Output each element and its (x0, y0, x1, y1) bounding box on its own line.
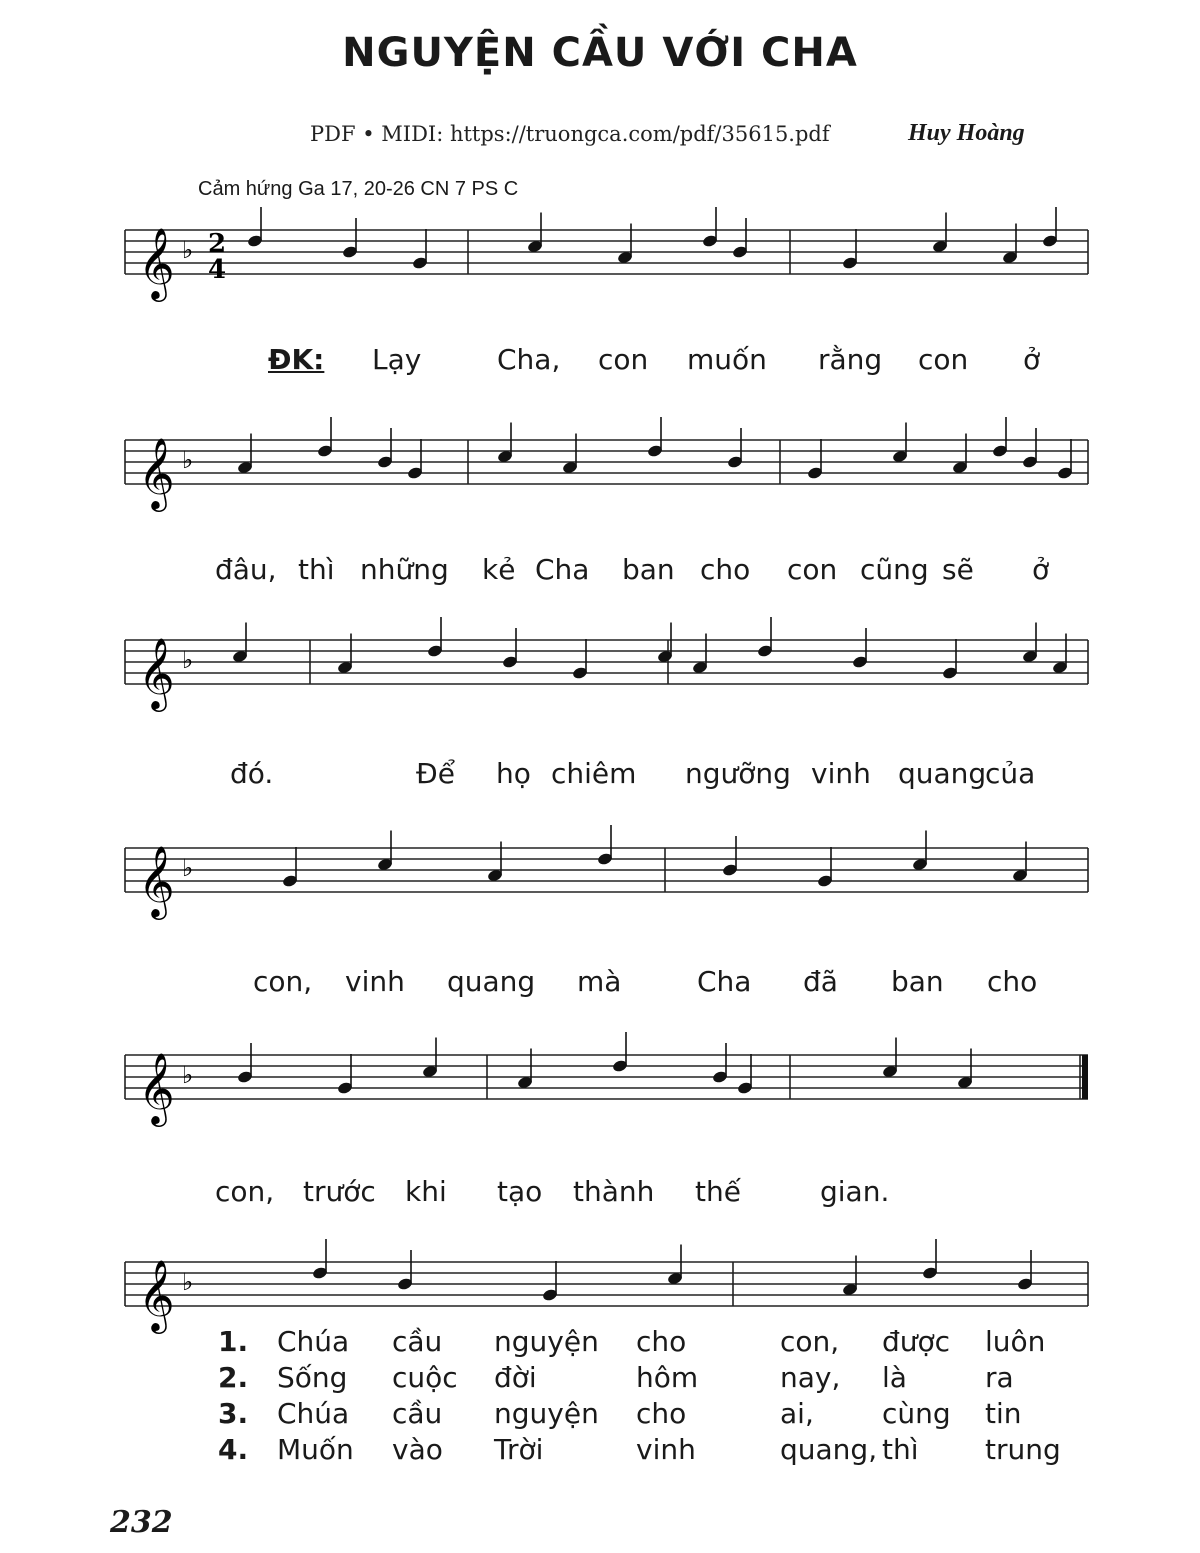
treble-clef-icon: 𝄞 (138, 636, 175, 709)
verse-number: 2. (218, 1361, 249, 1394)
page-number: 232 (110, 1505, 173, 1540)
refrain-word: quang (898, 757, 987, 790)
verse-word: nguyện (494, 1397, 599, 1430)
staff-1 (125, 226, 1088, 302)
treble-clef-icon: 𝄞 (138, 1258, 175, 1331)
flat-key-signature-icon: ♭ (182, 1268, 194, 1296)
verse-word: thì (882, 1433, 919, 1466)
verse-word: cùng (882, 1397, 951, 1430)
refrain-word: con (598, 343, 649, 376)
refrain-word: cũng (860, 553, 929, 586)
refrain-word: ở (1032, 553, 1050, 586)
verse-word: ra (985, 1361, 1014, 1394)
refrain-word: tạo (497, 1175, 543, 1208)
treble-clef-icon: 𝄞 (138, 226, 175, 299)
verse-word: Trời (494, 1433, 544, 1466)
refrain-word: đã (803, 965, 838, 998)
verse-word: ai, (780, 1397, 814, 1430)
verse-word: Sống (277, 1361, 348, 1394)
verse-word: luôn (985, 1325, 1046, 1358)
time-signature-bottom: 4 (208, 255, 227, 285)
inspiration-note: Cảm hứng Ga 17, 20-26 CN 7 PS C (198, 178, 519, 200)
verse-word: hôm (636, 1361, 699, 1394)
refrain-word: cho (700, 553, 751, 586)
verse-word: tin (985, 1397, 1022, 1430)
verse-word: cho (636, 1325, 687, 1358)
staff-6 (125, 1258, 1088, 1334)
refrain-word: chiêm (551, 757, 637, 790)
refrain-word: kẻ (482, 553, 516, 586)
song-title: NGUYỆN CẦU VỚI CHA (342, 30, 858, 76)
refrain-word: con (787, 553, 838, 586)
refrain-word: Để (416, 757, 455, 790)
refrain-word: khi (405, 1175, 447, 1208)
treble-clef-icon: 𝄞 (138, 1051, 175, 1124)
refrain-word: sẽ (942, 553, 974, 586)
refrain-word: thành (573, 1175, 655, 1208)
refrain-word: con, (215, 1175, 275, 1208)
verse-word: cuộc (392, 1361, 458, 1394)
flat-key-signature-icon: ♭ (182, 854, 194, 882)
verse-word: nguyện (494, 1325, 599, 1358)
verse-word: cho (636, 1397, 687, 1430)
verse-word: con, (780, 1325, 840, 1358)
refrain-word: trước (303, 1175, 376, 1208)
refrain-word: Cha (697, 965, 752, 998)
source-link[interactable]: PDF • MIDI: https://truongca.com/pdf/35615.pdf (310, 122, 830, 146)
refrain-word: ngưỡng (685, 757, 791, 790)
refrain-word: quang (447, 965, 536, 998)
verse-number: 1. (218, 1325, 249, 1358)
verse-number: 3. (218, 1397, 249, 1430)
verse-word: được (882, 1325, 951, 1358)
refrain-word: đó. (230, 757, 274, 790)
verse-number: 4. (218, 1433, 249, 1466)
verse-word: cầu (392, 1397, 443, 1430)
refrain-word: con, (253, 965, 313, 998)
refrain-word: Cha (535, 553, 590, 586)
verse-word: trung (985, 1433, 1061, 1466)
verse-word: quang, (780, 1433, 878, 1466)
refrain-word: họ (496, 757, 531, 790)
refrain-word: ban (622, 553, 675, 586)
refrain-word: mà (577, 965, 622, 998)
refrain-word: vinh (345, 965, 405, 998)
verse-word: vinh (636, 1433, 696, 1466)
refrain-word: những (360, 553, 449, 586)
refrain-word: rằng (818, 343, 883, 376)
refrain-word: thì (298, 553, 335, 586)
refrain-word: Cha, (497, 343, 561, 376)
refrain-word: ở (1023, 343, 1041, 376)
refrain-word: thế (695, 1175, 741, 1208)
verse-word: vào (392, 1433, 443, 1466)
verse-word: nay, (780, 1361, 841, 1394)
refrain-word: gian. (820, 1175, 890, 1208)
treble-clef-icon: 𝄞 (138, 844, 175, 917)
verse-word: là (882, 1361, 907, 1394)
refrain-label: ĐK: (268, 343, 325, 376)
staff-5 (125, 1051, 1088, 1127)
verse-word: đời (494, 1361, 537, 1394)
treble-clef-icon: 𝄞 (138, 436, 175, 509)
verse-word: Chúa (277, 1325, 350, 1358)
flat-key-signature-icon: ♭ (182, 1061, 194, 1089)
time-signature-top: 2 (208, 229, 227, 259)
verse-word: cầu (392, 1325, 443, 1358)
refrain-word: ban (891, 965, 944, 998)
refrain-word: vinh (811, 757, 871, 790)
composer: Huy Hoàng (908, 120, 1025, 146)
flat-key-signature-icon: ♭ (182, 236, 194, 264)
refrain-word: muốn (687, 343, 767, 376)
verse-word: Chúa (277, 1397, 350, 1430)
verse-word: Muốn (277, 1433, 354, 1466)
refrain-word: con (918, 343, 969, 376)
refrain-word: đâu, (215, 553, 277, 586)
refrain-word: Lạy (372, 343, 422, 376)
staff-2 (125, 436, 1088, 512)
flat-key-signature-icon: ♭ (182, 446, 194, 474)
flat-key-signature-icon: ♭ (182, 646, 194, 674)
refrain-word: của (985, 757, 1036, 790)
refrain-word: cho (987, 965, 1038, 998)
